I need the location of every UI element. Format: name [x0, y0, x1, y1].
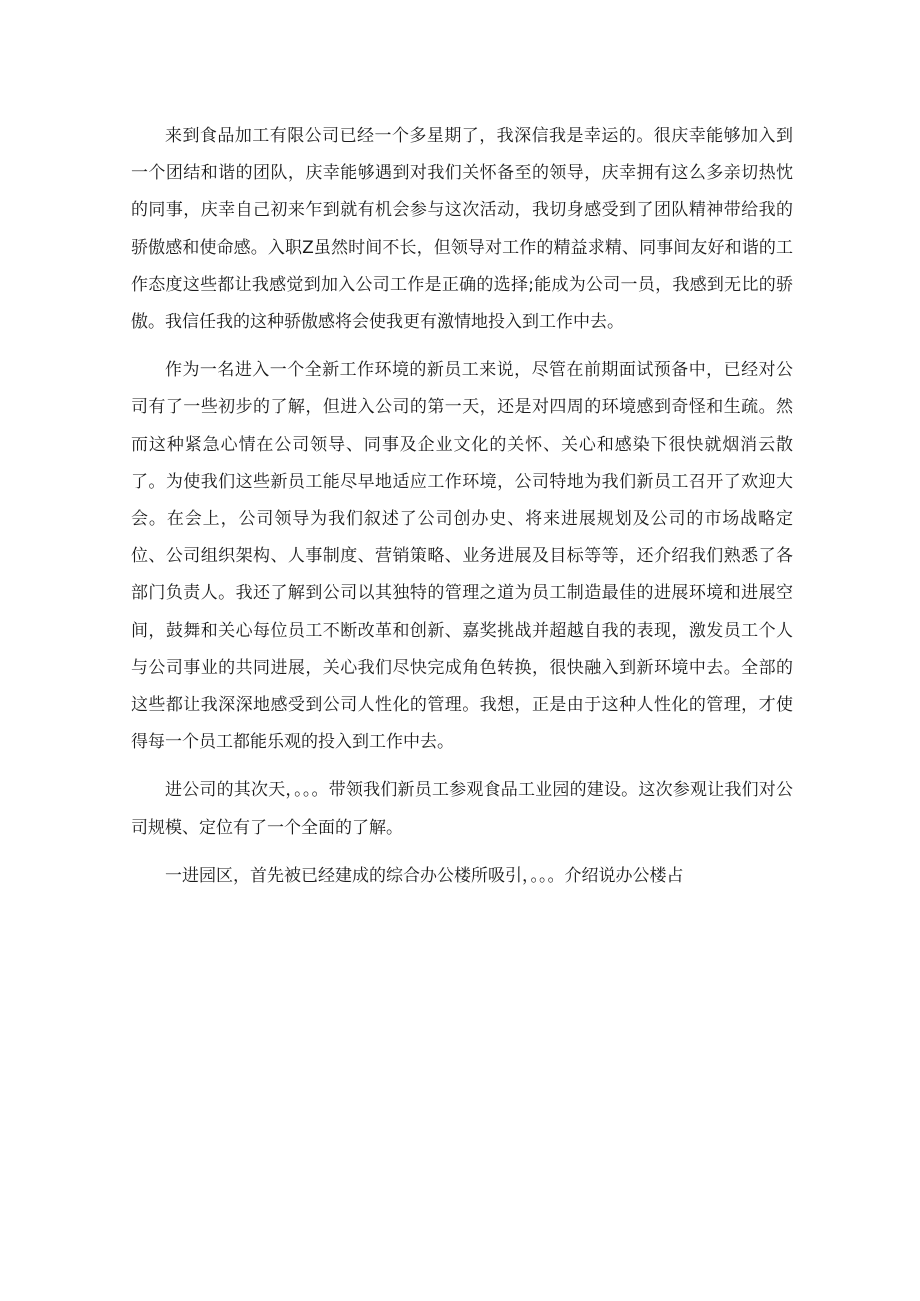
paragraph-2: 作为一名进入一个全新工作环境的新员工来说，尽管在前期面试预备中，已经对公司有了一些初步的了解，但进入公司的第一天，还是对四周的环境感到奇怪和生疏。然而这种紧急心情在公司领导、同事及企业文化的关怀、关心和感染下很快就烟消云散了。为使我们这些新员工能尽早地适应工作环境，公司特地为我们新员工召开了欢迎大会。在会上，公司领导为我们叙述了公司创办史、将来进展规划及公司的市场战略定位、公司组织架构、人事制度、营销策略、业务进展及目标等等，还介绍我们熟悉了各部门负责人。我还了解到公司以其独特的管理之道为员工制造最佳的进展环境和进展空间，鼓舞和关心每位员工不断改革和创新、嘉奖挑战并超越自我的表现，激发员工个人与公司事业的共同进展，关心我们尽快完成角色转换，很快融入到新环境中去。全部的这些都让我深深地感受到公司人性化的管理。我想，正是由于这种人性化的管理，才使得每一个员工都能乐观的投入到工作中去。 — [131, 360, 793, 753]
paragraph-3: 进公司的其次天，。。。带领我们新员工参观食品工业园的建设。这次参观让我们对公司规模、定位有了一个全面的了解。 — [131, 780, 793, 838]
paragraph-1: 来到食品加工有限公司已经一个多星期了，我深信我是幸运的。很庆幸能够加入到一个团结和谐的团队，庆幸能够遇到对我们关怀备至的领导，庆幸拥有这么多亲切热忱的同事，庆幸自己初来乍到就有机会参与这次活动，我切身感受到了团队精神带给我的骄傲感和使命感。入职Z虽然时间不长，但领导对工作的精益求精、同事间友好和谐的工作态度这些都让我感觉到加入公司工作是正确的选择;能成为公司一员，我感到无比的骄傲。我信任我的这种骄傲感将会使我更有激情地投入到工作中去。 — [131, 126, 793, 333]
paragraph-4: 一进园区，首先被已经建成的综合办公楼所吸引，。。。介绍说办公楼占 — [165, 865, 684, 886]
document-body — [131, 118, 793, 895]
